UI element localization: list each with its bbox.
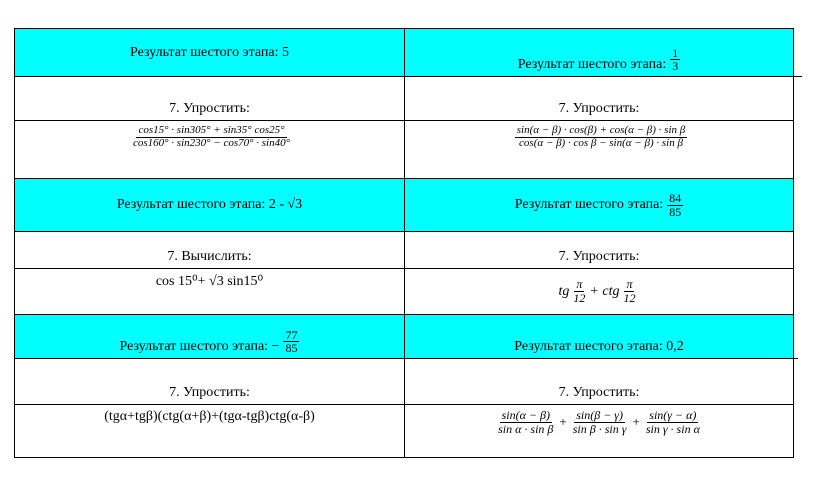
result-cell-right [404,179,793,231]
task-row [14,76,794,120]
result-label: Результат шестого этапа: [514,197,664,212]
task-table [14,28,794,458]
task-cell-left [15,359,404,404]
plus-sign: + [559,414,567,430]
expression-row [14,268,794,314]
task-row [14,231,794,268]
result-value: 0,2 [666,339,684,354]
fraction-denominator: 3 [672,59,679,74]
task-row [14,358,794,404]
expression-cell-left [15,405,404,457]
result-fraction [667,192,683,218]
result-value: 2 - √3 [268,197,303,212]
result-row [14,28,794,76]
fraction-denominator: 85 [285,341,298,356]
fraction-denominator: cos(α − β) · cos β − sin(α − β) · sin β [519,136,683,149]
expression-cell-right [404,405,793,457]
result-value: 5 [282,44,289,60]
expression-fraction [644,409,702,435]
result-fraction [283,329,299,355]
task-label: 7. Вычислить: [167,249,252,264]
expression-cell-right [404,121,793,178]
expression-row [14,404,794,458]
result-cell-left [15,179,404,231]
fraction-denominator: 85 [669,204,682,219]
task-cell-right [404,77,793,120]
task-cell-left [15,77,404,120]
fraction-denominator: sin α · sin β [498,421,554,436]
fraction-denominator: sin β · sin γ [572,421,627,436]
fraction-denominator: sin γ · sin α [645,421,700,436]
task-label: 7. Упростить: [558,101,640,116]
expression-row [14,120,794,178]
result-fraction [670,47,680,73]
result-cell-left [15,29,404,76]
expression-fraction [496,409,555,435]
task-cell-left [15,232,404,268]
fraction-numerator: 84 [669,190,682,205]
result-cell-left [15,315,404,358]
divider [794,76,802,77]
task-label: 7. Упростить: [558,385,640,400]
result-label: Результат шестого этапа: [514,339,663,354]
fraction-numerator: 1 [672,45,679,60]
fraction-denominator: 12 [623,291,636,305]
result-cell-right [404,29,793,76]
fraction-numerator: sin(β − γ) [576,408,624,422]
expression-text: cos 15⁰+ √3 sin15⁰ [155,274,264,289]
task-label: 7. Упростить: [558,249,640,264]
expression-fraction [131,125,292,149]
expression-fraction [571,278,587,304]
result-cell-right [404,315,793,358]
fraction-numerator: π [626,277,633,292]
expression-cell-left [15,121,404,178]
result-row [14,178,794,231]
ctg-operator: + ctg [589,283,620,299]
fraction-numerator: sin(α − β) · cos(β) + cos(α − β) · sin β [516,124,686,136]
minus-sign: − [271,339,280,354]
fraction-denominator: 12 [573,291,586,305]
result-label: Результат шестого этапа: [116,197,266,212]
task-cell-right [404,232,793,268]
expression [494,409,704,435]
fraction-numerator: sin(α − β) [501,408,550,422]
fraction-numerator: cos15° · sin305° + sin35° cos25° [138,124,285,136]
task-cell-right [404,359,793,404]
fraction-numerator: sin(γ − α) [649,408,697,422]
expression-fraction [571,409,629,435]
result-label: Результат шестого этапа: [129,44,279,60]
divider [794,358,798,359]
expression-cell-right [404,269,793,314]
result-label: Результат шестого этапа: [119,339,269,354]
fraction-numerator: 77 [285,327,298,342]
tg-operator: tg [558,283,570,299]
result-label: Результат шестого этапа: [517,57,667,72]
expression-fraction [621,278,637,304]
fraction-numerator: π [576,277,583,292]
expression [559,278,640,304]
task-label: 7. Упростить: [169,101,250,116]
task-label: 7. Упростить: [169,385,250,400]
result-row [14,314,794,358]
plus-sign: + [632,414,640,430]
expression-text: (tgα+tgβ)(ctg(α+β)+(tgα-tgβ)ctg(α-β) [104,409,315,424]
expression-fraction [515,125,687,149]
expression-cell-left [15,269,404,314]
fraction-denominator: cos160° · sin230° − cos70° · sin40° [132,136,291,149]
